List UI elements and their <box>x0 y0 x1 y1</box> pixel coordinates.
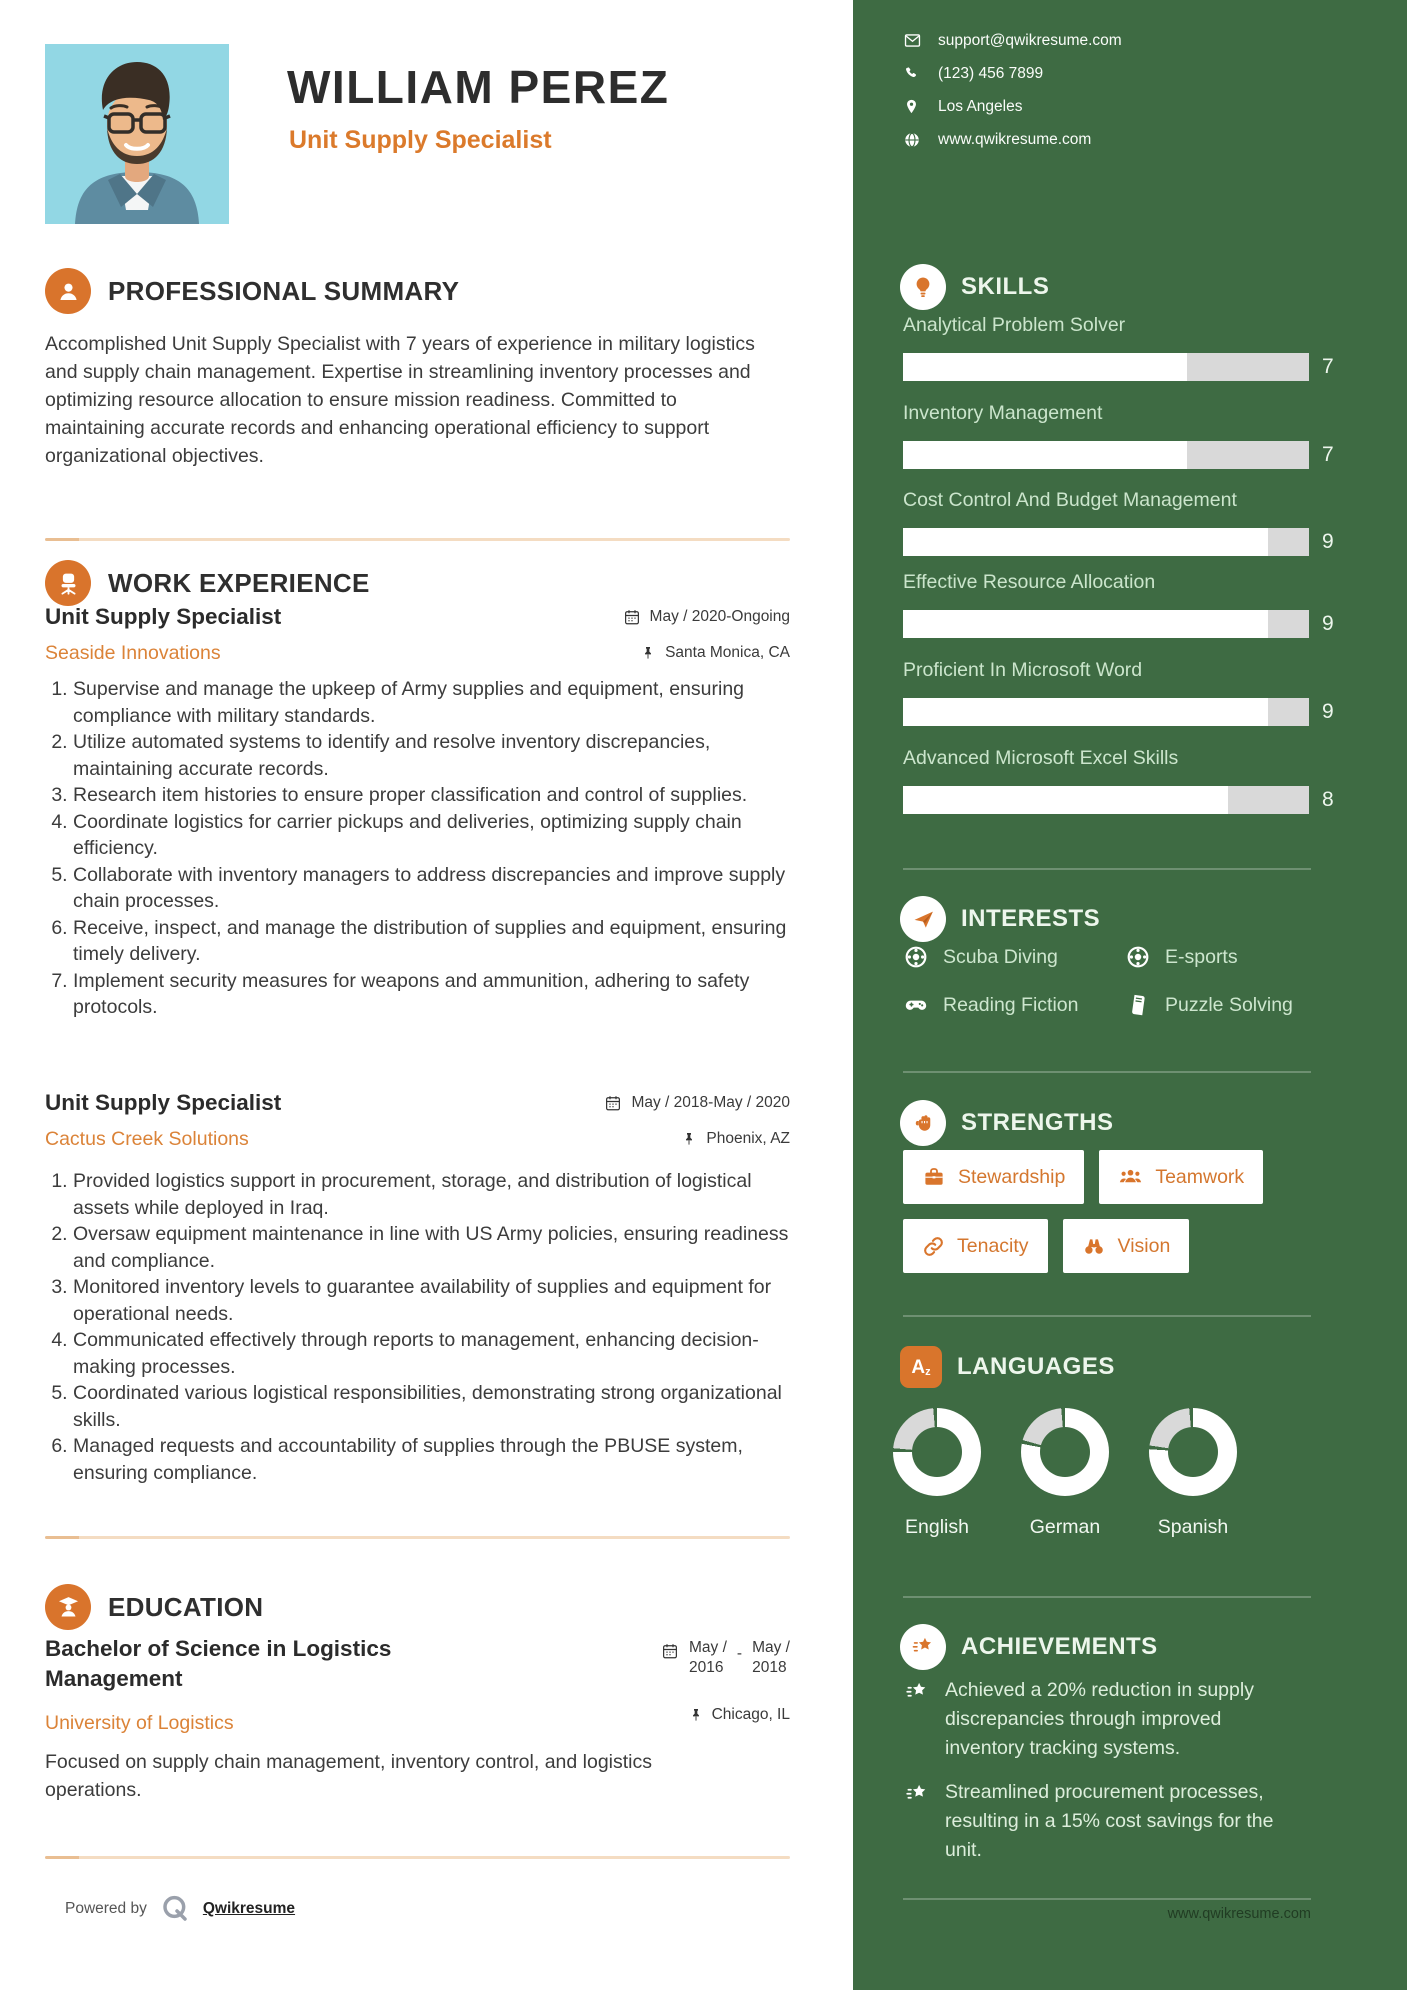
job-bullet: 6. Receive, inspect, and manage the distribution of supplies and equipment, ensuring timely delivery. <box>73 915 790 968</box>
donut-hole <box>1040 1427 1090 1477</box>
fist-icon <box>900 1100 946 1146</box>
job-bullet: 2. Oversaw equipment maintenance in line with US Army policies, ensuring readiness and compliance. <box>73 1221 790 1274</box>
date-line: 2018 <box>752 1658 787 1676</box>
calendar-icon <box>661 1642 679 1660</box>
section-header-achievements <box>900 1624 1158 1670</box>
job-bullets-1 <box>45 676 790 1021</box>
section-header-languages <box>900 1346 1115 1388</box>
section-header-strengths <box>900 1100 1114 1146</box>
job-title: Unit Supply Specialist <box>45 1090 282 1115</box>
team-icon <box>1118 1165 1143 1190</box>
briefcase-icon <box>922 1165 946 1189</box>
language-name: Spanish <box>1157 1516 1229 1538</box>
interest-item <box>903 992 1125 1018</box>
achievements-list <box>903 1676 1275 1865</box>
job-title: Unit Supply Specialist <box>45 604 282 629</box>
footer <box>65 1893 295 1925</box>
strength-label: Stewardship <box>958 1165 1066 1188</box>
skill-value: 9 <box>1322 530 1334 553</box>
skill-label: Inventory Management <box>903 402 1103 424</box>
skill-value: 9 <box>1322 612 1334 635</box>
section-header-interests <box>900 896 1100 942</box>
office-chair-icon <box>45 560 91 606</box>
star-icon <box>903 1780 931 1865</box>
job-bullet: 4. Coordinate logistics for carrier pickups and deliveries, optimizing supply chain efficiency. <box>73 809 790 862</box>
calendar-icon <box>623 608 641 626</box>
degree-title: Bachelor of Science in Logistics Management <box>45 1636 392 1691</box>
language-item <box>1013 1408 1117 1539</box>
job-bullet: 2. Utilize automated systems to identify and resolve inventory discrepancies, maintaining accurate records. <box>73 729 790 782</box>
interest-label: Reading Fiction <box>943 993 1079 1016</box>
job-header-2 <box>45 1090 790 1151</box>
powered-by-label: Powered by <box>65 1900 147 1917</box>
job-dates-text: May / 2020-Ongoing <box>649 608 790 625</box>
skill-item <box>903 659 1363 726</box>
language-donut-chart <box>893 1408 981 1496</box>
graduate-icon <box>45 1584 91 1630</box>
chip-ball-icon <box>903 944 929 970</box>
strength-badge <box>1063 1219 1190 1273</box>
job-dates <box>623 608 790 626</box>
contact-phone: (123) 456 7899 <box>938 64 1044 82</box>
strength-badges <box>903 1150 1328 1273</box>
profile-photo <box>45 44 229 224</box>
language-donut-chart <box>1021 1408 1109 1496</box>
job-bullet: 3. Monitored inventory levels to guarantee availability of supplies and equipment for operational needs. <box>73 1274 790 1327</box>
lightbulb-icon <box>900 264 946 310</box>
divider <box>903 1596 1311 1598</box>
date-line: May / <box>689 1639 727 1656</box>
pushpin-icon <box>681 1131 697 1147</box>
contact-website[interactable]: www.qwikresume.com <box>938 130 1092 148</box>
job-location-text: Santa Monica, CA <box>665 644 790 661</box>
job-bullet: 1. Supervise and manage the upkeep of Army supplies and equipment, ensuring compliance with military standards. <box>73 676 790 729</box>
divider <box>45 538 790 541</box>
strength-badge <box>903 1150 1084 1204</box>
job-bullets-2 <box>45 1168 790 1486</box>
shooting-star-icon <box>900 1624 946 1670</box>
interest-label: Scuba Diving <box>943 945 1058 968</box>
qwikresume-brand-link[interactable]: Qwikresume <box>202 1900 296 1917</box>
chip-ball-icon <box>1125 944 1151 970</box>
skill-bar <box>903 698 1309 726</box>
binoculars-icon <box>1082 1234 1106 1258</box>
work-heading: WORK EXPERIENCE <box>108 567 370 598</box>
date-line: 2016 <box>689 1658 724 1676</box>
calendar-icon <box>604 1094 622 1112</box>
section-header-skills <box>900 264 1049 310</box>
interest-item <box>903 944 1125 970</box>
education-location-text: Chicago, IL <box>711 1706 790 1723</box>
skill-label: Analytical Problem Solver <box>903 314 1126 336</box>
section-header-education <box>45 1584 263 1630</box>
sidebar <box>853 0 1407 1990</box>
candidate-job-title: Unit Supply Specialist <box>289 126 552 154</box>
pushpin-icon <box>640 645 656 661</box>
interest-label: E-sports <box>1165 945 1238 968</box>
skill-label: Advanced Microsoft Excel Skills <box>903 747 1179 769</box>
strength-label: Vision <box>1117 1234 1171 1257</box>
gamepad-icon <box>903 992 929 1018</box>
skill-item <box>903 571 1363 638</box>
skill-item <box>903 489 1363 556</box>
skill-bar <box>903 610 1309 638</box>
map-pin-icon <box>903 97 922 116</box>
skill-bar <box>903 528 1309 556</box>
skill-label: Proficient In Microsoft Word <box>903 659 1143 681</box>
language-item <box>1141 1408 1245 1539</box>
interests-grid <box>903 944 1293 1018</box>
education-description: Focused on supply chain management, inventory control, and logistics operations. <box>45 1751 653 1801</box>
contact-location: Los Angeles <box>938 97 1023 115</box>
job-bullet: 5. Coordinated various logistical responsibilities, demonstrating strong organizational skills. <box>73 1380 790 1433</box>
donut-hole <box>1168 1427 1218 1477</box>
divider <box>45 1536 790 1539</box>
contact-phone-row <box>903 63 1122 84</box>
education-heading: EDUCATION <box>108 1591 264 1622</box>
date-line: May / <box>752 1639 790 1656</box>
interests-heading: INTERESTS <box>961 905 1101 932</box>
pushpin-icon <box>688 1707 704 1723</box>
summary-text: Accomplished Unit Supply Specialist with 7 years of experience in military logistics and supply chain management. Expertise in streamlining inventory processes and optimizing resource allocation to ensure mission readiness. Committed to maintaining accurate records and enhancing operational efficiency to support organizational objectives. <box>45 333 755 467</box>
job-bullet: 3. Research item histories to ensure proper classification and control of supplies. <box>73 782 790 809</box>
job-bullet: 1. Provided logistics support in procurement, storage, and distribution of logistical assets while deployed in Iraq. <box>73 1168 790 1221</box>
job-company: Seaside Innovations <box>45 642 221 664</box>
job-dates-text: May / 2018-May / 2020 <box>631 1094 790 1111</box>
divider <box>45 1856 790 1859</box>
skill-bar <box>903 353 1309 381</box>
skill-item <box>903 747 1363 814</box>
chain-link-icon <box>922 1235 945 1258</box>
candidate-name: WILLIAM PEREZ <box>287 61 670 113</box>
skill-item <box>903 314 1363 381</box>
contact-website-row <box>903 129 1122 150</box>
divider <box>903 868 1311 870</box>
paper-plane-icon <box>900 896 946 942</box>
achievement-item <box>903 1676 1275 1763</box>
book-icon <box>1125 992 1151 1018</box>
achievements-heading: ACHIEVEMENTS <box>961 1633 1158 1660</box>
job-bullet: 4. Communicated effectively through reports to management, enhancing decision-making processes. <box>73 1327 790 1380</box>
strengths-heading: STRENGTHS <box>961 1109 1114 1136</box>
education-location <box>558 1706 790 1724</box>
strength-badge <box>903 1219 1048 1273</box>
section-header-summary <box>45 268 459 314</box>
contact-email-row <box>903 30 1122 51</box>
contact-location-row <box>903 96 1122 117</box>
contact-email[interactable]: support@qwikresume.com <box>938 31 1122 49</box>
education-dates <box>558 1638 790 1677</box>
job-header-1 <box>45 604 790 665</box>
divider <box>903 1071 1311 1073</box>
languages-heading: LANGUAGES <box>957 1353 1115 1380</box>
job-dates <box>604 1094 790 1112</box>
summary-heading: PROFESSIONAL SUMMARY <box>108 275 460 306</box>
skill-value: 7 <box>1322 355 1334 378</box>
skill-value: 9 <box>1322 700 1334 723</box>
job-location-text: Phoenix, AZ <box>706 1130 790 1147</box>
education-date-start <box>689 1638 727 1677</box>
school-name: University of Logistics <box>45 1712 234 1734</box>
skill-label: Effective Resource Allocation <box>903 571 1156 593</box>
globe-icon <box>903 130 922 149</box>
qwikresume-logo-icon <box>159 1893 191 1925</box>
skill-label: Cost Control And Budget Management <box>903 489 1237 511</box>
skill-bar <box>903 441 1309 469</box>
phone-icon <box>903 64 922 83</box>
strength-label: Teamwork <box>1155 1165 1245 1188</box>
interest-item <box>1125 992 1293 1018</box>
person-icon <box>45 268 91 314</box>
skill-value: 7 <box>1322 443 1334 466</box>
star-icon <box>903 1678 931 1763</box>
interest-label: Puzzle Solving <box>1165 993 1293 1016</box>
skill-value: 8 <box>1322 788 1334 811</box>
language-donut-chart <box>1149 1408 1237 1496</box>
achievement-text: Achieved a 20% reduction in supply discrepancies through improved inventory tracking systems. <box>945 1679 1254 1759</box>
skill-bar <box>903 786 1309 814</box>
skills-heading: SKILLS <box>961 273 1050 300</box>
divider <box>903 1315 1311 1317</box>
job-bullet: 7. Implement security measures for weapons and ammunition, adhering to safety protocols. <box>73 968 790 1021</box>
job-location <box>640 644 790 662</box>
job-bullet: 5. Collaborate with inventory managers to address discrepancies and improve supply chain processes. <box>73 862 790 915</box>
achievement-text: Streamlined procurement processes, resulting in a 15% cost savings for the unit. <box>945 1781 1274 1861</box>
footer-site-url[interactable]: www.qwikresume.com <box>1167 1906 1311 1922</box>
languages-charts <box>885 1408 1245 1539</box>
language-item <box>885 1408 989 1539</box>
translate-icon: A z <box>900 1346 942 1388</box>
interest-item <box>1125 944 1293 970</box>
skill-item <box>903 402 1363 469</box>
section-header-work <box>45 560 370 606</box>
date-separator: - <box>736 1645 743 1662</box>
divider <box>903 1898 1311 1900</box>
language-name: German <box>1029 1516 1101 1538</box>
language-name: English <box>905 1516 969 1538</box>
portrait-illustration <box>45 44 229 224</box>
achievement-item <box>903 1778 1275 1865</box>
donut-hole <box>912 1427 962 1477</box>
job-bullet: 6. Managed requests and accountability of supplies through the PBUSE system, ensuring compliance. <box>73 1433 790 1486</box>
strength-label: Tenacity <box>957 1234 1029 1257</box>
strength-badge <box>1099 1150 1263 1204</box>
mail-icon <box>903 31 922 50</box>
job-company: Cactus Creek Solutions <box>45 1128 249 1150</box>
job-location <box>681 1130 790 1148</box>
education-date-end <box>752 1638 790 1677</box>
contact-block <box>903 30 1122 150</box>
